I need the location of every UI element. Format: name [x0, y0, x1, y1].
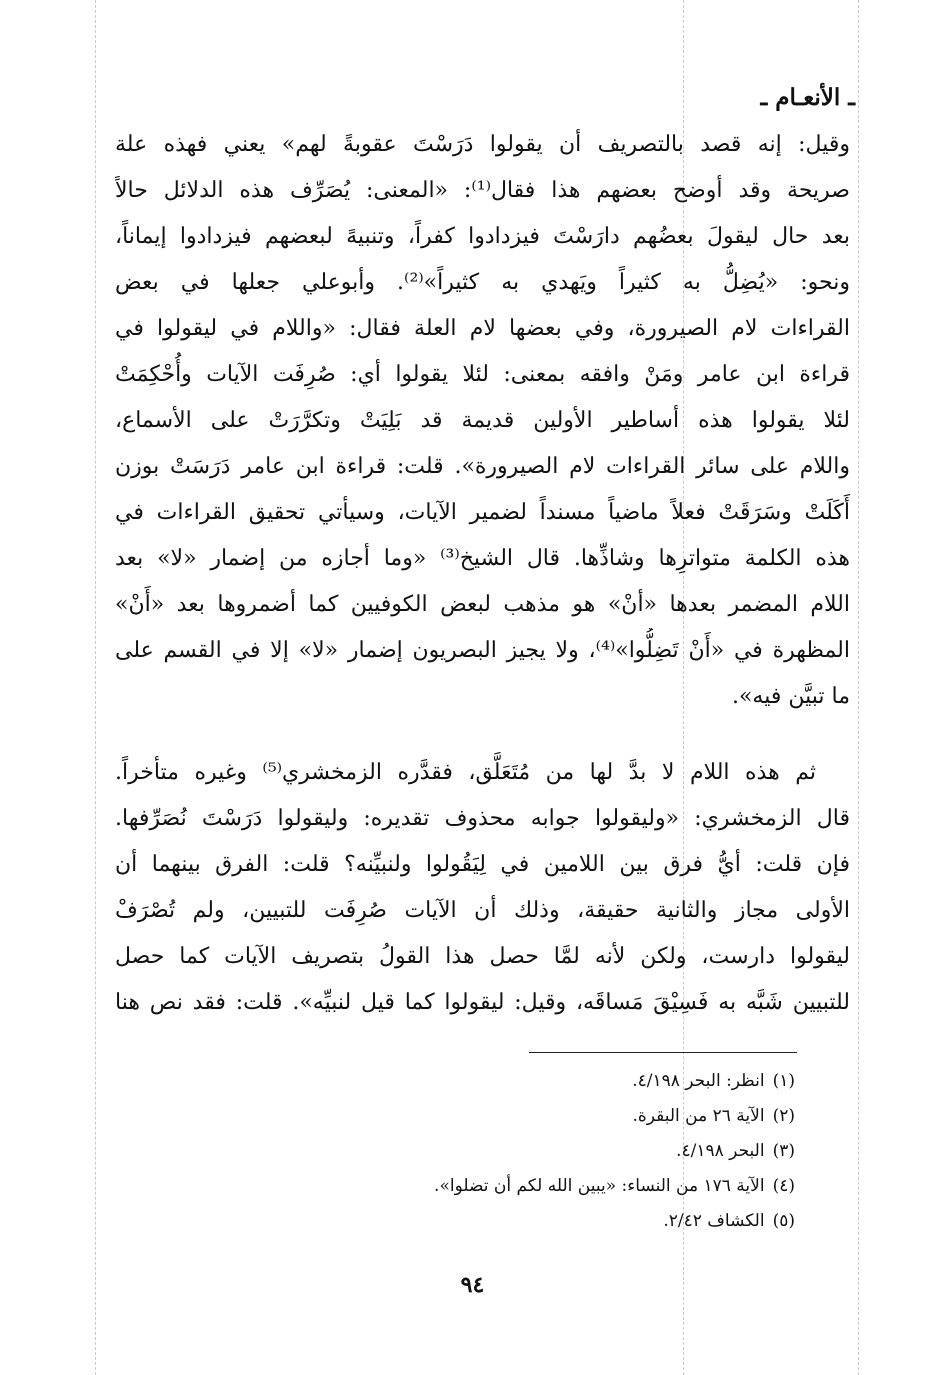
scan-fold-line-right: [858, 0, 859, 1375]
text-line: المظهرة في «أَنْ تَضِلُّوا»⁽⁴⁾، ولا يجيز البصريون إضمار «لا» إلا في القسم على: [115, 638, 850, 663]
footnote-2: [295, 1099, 795, 1134]
paragraph-2: [115, 750, 850, 1026]
footnote-1: [295, 1064, 795, 1099]
text-line: هذه الكلمة متواترِها وشاذِّها. قال الشيخ⁽³⁾ «وما أجازه من إضمار «لا» بعد: [115, 546, 850, 571]
footnote-number: (١): [772, 1071, 795, 1091]
text-line: القراءات لام الصيرورة، وفي بعضها لام العلة فقال: «واللام في ليقولوا في: [115, 316, 850, 341]
footnote-text: انظر: البحر ٤/١٩٨.: [632, 1071, 765, 1091]
text-line: اللام المضمر بعدها «أنْ» هو مذهب لبعض الكوفيين كما أضمروها بعد «أَنْ»: [115, 592, 850, 617]
text-line: ونحو: «يُضِلُّ به كثيراً ويَهدي به كثيراً»⁽²⁾. وأبوعلي جعلها في بعض: [115, 270, 850, 295]
text-line: للتبيين شَبَّه به فَسِيْقَ مَساقَه، وقيل: ليقولوا كما قيل لنبيِّه». قلت: فقد نص هنا: [115, 990, 850, 1015]
text-line: بعد حال ليقولَ بعضُهم دارَسْتَ فيزدادوا كفراً، وتنبيهً لبعضهم فيزدادوا إيماناً،: [115, 224, 850, 249]
footnote-separator: [529, 1052, 797, 1053]
footnote-5: [295, 1204, 795, 1239]
text-line: قال الزمخشري: «وليقولوا جوابه محذوف تقديره: وليقولوا دَرَسْتَ نُصَرِّفها.: [115, 806, 850, 831]
footnote-number: (٤): [772, 1176, 795, 1196]
scan-fold-line-left: [95, 0, 96, 1375]
text-line: ما تبيَّن فيه».: [731, 684, 850, 709]
text-line: قراءة ابن عامر ومَنْ وافقه بمعنى: لئلا يقولوا أي: صُرِفَت الآيات وأُحْكِمَتْ: [115, 362, 850, 387]
page-number: ٩٤: [460, 1272, 485, 1298]
paragraph-1: [115, 122, 850, 720]
text-line: وقيل: إنه قصد بالتصريف أن يقولوا دَرَسْتَ عقوبةً لهم» يعني فهذه علة: [115, 132, 850, 157]
main-text: [115, 122, 850, 1026]
text-line: لئلا يقولوا هذه أساطير الأولين قديمة قد بَلِيَتْ وتكرَّرَتْ على الأسماع،: [115, 408, 850, 433]
footnote-number: (٥): [772, 1211, 795, 1231]
text-line: صريحة وقد أوضح بعضهم هذا فقال⁽¹⁾: «المعنى: يُصَرِّف هذه الدلائل حالاً: [115, 178, 850, 203]
running-head: ـ الأنعـام ـ: [760, 84, 855, 111]
text-line: أَكَلَتْ وسَرَقَتْ فعلاً ماضياً مسنداً لضمير الآيات، وسيأتي تحقيق القراءات في: [115, 500, 850, 525]
text-line: ليقولوا دارست، ولكن لأنه لمَّا حصل هذا القولُ بتصريف الآيات كما حصل: [115, 944, 850, 969]
footnote-text: الآية ١٧٦ من النساء: «يبين الله لكم أن تضلوا».: [434, 1176, 765, 1196]
footnote-text: الكشاف ٢/٤٢.: [663, 1211, 765, 1231]
text-line: فإن قلت: أيُّ فرق بين اللامين في لِيَقُولوا ولنبيِّنه؟ قلت: الفرق بينهما أن: [115, 852, 850, 877]
text-line: ثم هذه اللام لا بدَّ لها من مُتَعَلَّق، فقدَّره الزمخشري⁽⁵⁾ وغيره متأخراً.: [115, 760, 816, 785]
footnote-4: [295, 1169, 795, 1204]
footnote-3: [295, 1134, 795, 1169]
footnote-number: (٢): [772, 1106, 795, 1126]
paragraph-spacer: [115, 720, 850, 750]
footnote-text: الآية ٢٦ من البقرة.: [632, 1106, 765, 1126]
footnote-number: (٣): [772, 1141, 795, 1161]
text-line: الأولى مجاز والثانية حقيقة، وذلك أن الآيات صُرِفَت للتبيين، ولم تُصْرَفْ: [115, 898, 850, 923]
footnote-text: البحر ٤/١٩٨.: [676, 1141, 765, 1161]
footnotes: [295, 1064, 795, 1239]
text-line: واللام على سائر القراءات لام الصيرورة». قلت: قراءة ابن عامر دَرَسَتْ بوزن: [115, 454, 850, 479]
